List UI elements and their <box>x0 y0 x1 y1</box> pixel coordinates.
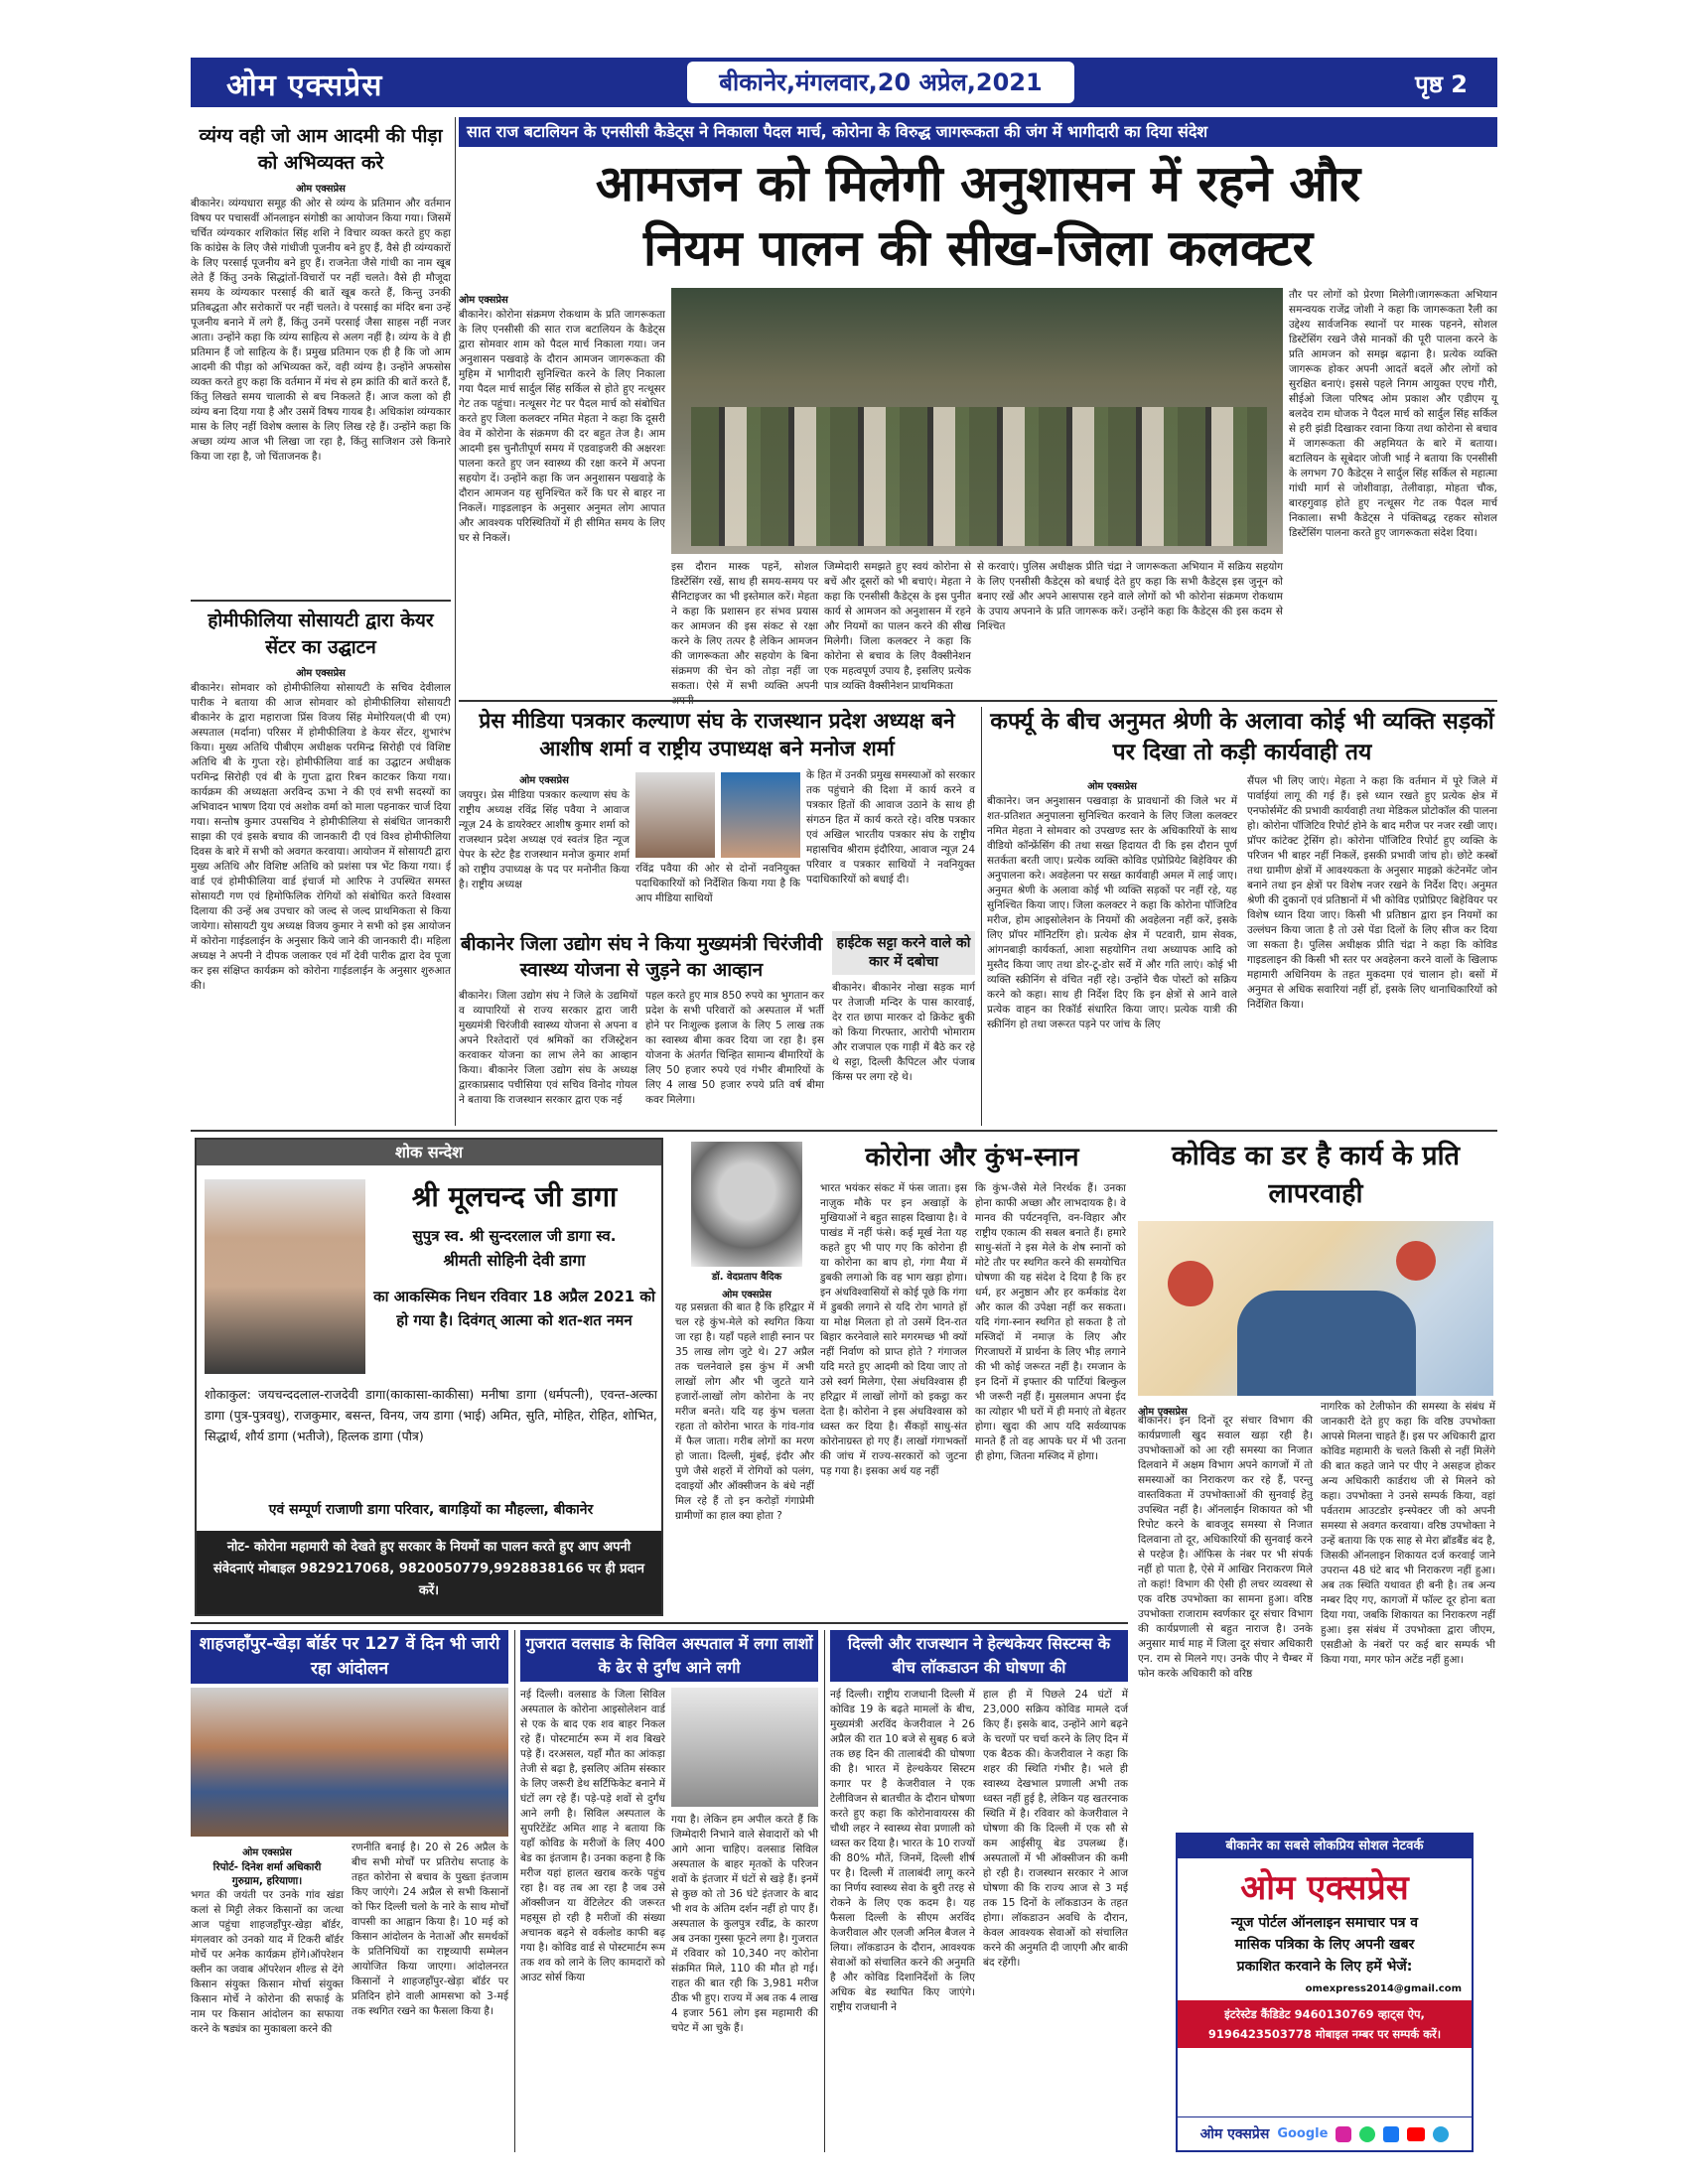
udyog-body-2: पहल करते हुए मात्र 850 रुपये का भुगतान कर प्रदेश के सभी परिवारों को अस्पताल में भर्ती होने पर निःशुल्क इलाज के लिए 5 लाख तक का स्वास्थ्य बीमा कवर दिया जा रहा है। इस योजना के अंतर्गत चिन्हित सामान्य बीमारियों के लिए 50 हजार रुपये एवं गंभीर बीमारियों के लिए 4 लाख 50 हजार रुपये प्रति वर्ष बीमा कवर मिलेगा। <box>645 990 824 1106</box>
lead-col-3 <box>824 560 971 693</box>
press-story <box>459 707 975 925</box>
condolence-box <box>195 1138 663 1616</box>
covid-story <box>1134 1138 1497 1680</box>
divider <box>191 600 451 602</box>
condolence-message: का आकस्मिक निधन रविवार 18 अप्रैल 2021 को हो गया है। दिवंगत् आत्मा को शत-शत नमन <box>373 1288 655 1329</box>
lead-col-4 <box>977 560 1283 693</box>
byline: ओम एक्सप्रेस <box>722 1290 772 1300</box>
kumbh-body-2: भारत भयंकर संकट में फंस जाता। इस नाज़ुक मौके पर इन अखाड़ों के मुखियाओं ने बहुत साहस दिखाया है। वे पाखंड में नहीं फंसे। कई मूर्ख नेता यह कहते हुए भी पाए गए कि कोरोना ही या कोरोना का बाप हो, गंगा मैया में डुबकी लगाओ कि वह भाग खड़ा होगा। इन अंधविश्वासियों से कोई पूछे कि गंगा में डुबकी लगाने से यदि रोग भागते हों या मोक्ष मिलता हो तो उसमें दिन-रात बिहार करनेवाले सारे मगरमच्छ भी क्यों नहीं निर्वाण को प्राप्त होते ? गंगाजल यदि मरते हुए आदमी को दिया जाए तो उसे स्वर्ग मिलेगा, ऐसा अंधविश्वास ही हरिद्वार में लाखों लोगों को इकट्ठा कर देता है। कोरोना ने इस अंधविश्वास को ध्वस्त कर दिया है। सैंकड़ों साधु-संत कोरोनाग्रस्त हो गए हैं। लाखों गंगाभक्तों की जांच में राज्य-सरकारों को जुटना पड़ गया है। इसका अर्थ यह नहीं <box>820 1182 967 1477</box>
byline: ओम एक्सप्रेस <box>1087 781 1137 792</box>
lead-body-1: बीकानेर। कोरोना संक्रमण रोकथाम के प्रति जागरूकता के लिए एनसीसी की सात राज बटालियन के कैडेट्स द्वारा सोमवार शाम को पैदल मार्च निकाला गया। जन अनुशासन पखवाड़े के दौरान आमजन जागरूकता की मुहिम में भागीदारी सुनिश्चित करने के लिए निकाला गया पैदल मार्च सार्दुल सिंह सर्किल से होते हुए नत्थूसर गेट तक पहुंचा। नत्थूसर गेट पर पैदल मार्च को संबोधित करते हुए जिला कलक्टर नमित मेहता ने कहा कि दूसरी वेव में कोरोना के संक्रमण की दर बहुत तेज है। आम आदमी इस चुनौतीपूर्ण समय में एडवाइजरी की अक्षरशः पालना करते हुए जन स्वास्थ्य की रक्षा करने में अपना सहयोग दें। उन्होंने कहा कि जन अनुशासन पखवाड़े के दौरान आमजन यह सुनिश्चित करें कि घर से बाहर ना निकलें। गाइडलाइन के अनुसार अनुमत लोग आपात और आवश्यक परिस्थितियों में ही सीमित समय के लिए घर से निकलें। <box>459 309 665 544</box>
ad-footer <box>1178 2116 1472 2150</box>
byline: ओम एक्सप्रेस <box>296 184 346 195</box>
delhi-body-2: हाल ही में पिछले 24 घंटों में 23,000 सक्रिय कोविड मामले दर्ज किए हैं। इसके बाद, उन्होंने आगे बढ़ने के चरणों पर चर्चा करने के लिए दिन में एक बैठक की। केजरीवाल ने कहा कि शहर की स्थिति गंभीर है। भले ही स्वास्थ्य देखभाल प्रणाली अभी तक ध्वस्त नहीं हुई है, लेकिन यह खतरनाक स्थिति में है। रविवार को केजरीवाल ने घोषणा की कि दिल्ली में एक सौ से कम आईसीयू बेड उपलब्ध हैं। अस्पतालों में भी ऑक्सीजन की कमी हो रही है। राजस्थान सरकार ने आज घोषणा की कि राज्य आज से 3 मई तक 15 दिनों के लॉकडाउन के तहत होगा। लॉकडाउन अवधि के दौरान, केवल आवश्यक सेवाओं को संचालित करने की अनुमति दी जाएगी और बाकी बंद रहेंगी। <box>983 1689 1128 1969</box>
column-divider <box>455 117 456 1126</box>
press-col-1 <box>459 768 630 925</box>
lead-col-1 <box>459 288 665 693</box>
article-homeophilia <box>191 608 451 1138</box>
newspaper-name: ओम एक्सप्रेस <box>226 68 383 103</box>
kumbh-story <box>671 1138 1126 1616</box>
divider <box>191 1130 1497 1132</box>
shah-headline: शाहजहाँपुर-खेड़ा बॉर्डर पर 127 वें दिन भी जारी रहा आंदोलन <box>191 1630 508 1684</box>
protest-photo <box>191 1688 508 1837</box>
ad-contact-line-1: इंटरेस्टेड कैंडिडेट 9460130769 व्हाट्स ऐप, <box>1224 2007 1425 2021</box>
byline: ओम एक्सप्रेस <box>1138 1407 1188 1418</box>
shah-place: गुरुग्राम, हरियाणा। <box>231 1875 303 1887</box>
ad-email[interactable]: omexpress2014@gmail.com <box>1305 1983 1462 1994</box>
headline-homeophilia: होमीफीलिया सोसायटी द्वारा केयर सेंटर का उद्घाटन <box>208 610 434 658</box>
portrait-photo-1 <box>635 772 715 858</box>
hitech-headline: हाईटेक सट्टा करने वाले को कार में दबोचा <box>832 931 975 975</box>
dateline: बीकानेर,मंगलवार,20 अप्रेल,2021 <box>687 62 1074 103</box>
condolence-title: शोक सन्देश <box>197 1140 661 1165</box>
press-body-2: के हित में उनकी प्रमुख समस्याओं को सरकार तक पहुंचाने की दिशा में कार्य करने व पत्रकार हितों की आवाज उठाने के साथ ही संगठन हित में कार्य करते रहे। वरिष्ठ पत्रकार एवं अखिल भारतीय पत्रकार संघ के राष्ट्रीय महासचिव श्रीराम इंदौरिया, आवाज न्यूज़ 24 परिवार व पत्रकार साथियों ने नवनियुक्त पदाधिकारियों को बधाई दी। <box>806 769 975 886</box>
condolence-family: एवं सम्पूर्ण राजाणी डागा परिवार, बागड़ियों का मौहल्ला, बीकानेर <box>268 1502 594 1518</box>
ad-tagline-2: मासिक पत्रिका के लिए अपनी खबर <box>1234 1937 1415 1953</box>
instagram-icon <box>1336 2126 1351 2142</box>
author-photo <box>691 1142 802 1267</box>
udyog-story <box>459 931 824 1126</box>
divider <box>459 700 1497 702</box>
divider <box>191 1622 1128 1624</box>
lead-body-5: तौर पर लोगों को प्रेरणा मिलेगी।जागरूकता अभियान समन्वयक राजेंद्र जोशी ने कहा कि जागरूकता रैली का उद्देश्य सार्वजनिक स्थानों पर मास्क पहनने, सोशल डिस्टेंसिंग रखने जैसे मानकों की पूरी पालना करने के प्रति आमजन को समझ बढ़ाना है। प्रत्येक व्यक्ति जागरूक होकर अपनी आदतें बदलें और लोगों को सुरक्षित बनाएं। इससे पहले निगम आयुक्त एएच गौरी, सीईओ जिला परिषद ओम प्रकाश और एडीएम यू बलदेव राम धोजक ने पैदल मार्च को सार्दुल सिंह सर्किल से हरी झंडी दिखाकर रवाना किया तथा कोरोना से बचाव में जागरूकता की अहमियत के बारे में बताया। बटालियन के सूबेदार जोजी भाई ने बताया कि एनसीसी के लगभग 70 कैडेट्स ने सार्दुल सिंह सर्किल से महात्मा गांधी मार्ग से जोशीवाड़ा, तेलीवाड़ा, मोहता चौक, बारहगुवाड़ होते हुए नत्थूसर गेट तक पैदल मार्च निकाला। सभी कैडेट्स ने पंक्तिबद्ध रहकर सोशल डिस्टेंसिंग पालना करते हुए जागरूकता संदेश दिया। <box>1289 289 1497 539</box>
condolence-sub-2: श्रीमती सोहिनी देवी डागा <box>443 1251 586 1270</box>
facebook-icon <box>1383 2126 1399 2142</box>
column-divider <box>824 1630 825 2152</box>
ad-tagline-3: प्रकाशित करवाने के लिए हमें भेजें: <box>1236 1959 1413 1975</box>
curfew-headline: कर्फ्यू के बीच अनुमत श्रेणी के अलावा कोई भी व्यक्ति सड़कों पर दिखा तो कड़ी कार्यवाही तय <box>990 709 1494 765</box>
left-column <box>191 117 451 1126</box>
udyog-body-1: बीकानेर। जिला उद्योग संघ ने जिले के उद्यमियों व व्यापारियों से राज्य सरकार द्वारा जारी मुख्यमंत्री चिरंजीवी स्वास्थ्य योजना से अपना व अपने रिश्तेदारों एवं श्रमिकों का रजिस्ट्रेशन करवाकर योजना का लाभ लेने का आव्हान किया। बीकानेर जिला उद्योग संघ के अध्यक्ष द्वारकाप्रसाद पचीसिया एवं सचिव विनोद गोयल ने बताया कि राजस्थान सरकार द्वारा एक नई <box>459 990 637 1106</box>
shah-body-1: भगत की जयंती पर उनके गांव खंडा कलां से मिट्टी लेकर किसानों का जत्था आज पहुंचा शाहजहाँपुर-खेड़ा बॉर्डर, मंगलवार को उनको याद में टिकरी बॉर्डर मोर्चे पर अनेक कार्यक्रम होंगे।ऑपरेशन क्लीन का जवाब ऑपरेशन शील्ड से देंगे किसान संयुक्त किसान मोर्चा संयुक्त किसान मोर्चे ने कोरोना की सफाई के नाम पर किसान आंदोलन का सफाया करने के षड्यंत्र का मुकाबला करने की <box>191 1889 344 2035</box>
column-divider <box>514 1630 515 2152</box>
deceased-name: श्री मूलचन्द जी डागा <box>411 1180 618 1213</box>
curfew-col-1 <box>987 774 1237 1126</box>
curfew-body-1: बीकानेर। जन अनुशासन पखवाड़ा के प्रावधानों की जिले भर में शत-प्रतिशत अनुपालना सुनिश्चित करवाने के लिए जिला कलक्टर नमित मेहता ने सोमवार को उपखण्ड स्तर के अधिकारियों के साथ वीडियो कॉन्फ्रेंसिंग की तथा सख्त हिदायत दी कि इस दौरान पूर्ण सतर्कता बरती जाए। प्रत्येक व्यक्ति कोविड एप्रोप्रियेट बिहेवियर की अनुपालना करे। अवहेलना पर सख्त कार्यवाही अमल में लाई जाए। अनुमत श्रेणी के अलावा कोई भी व्यक्ति सड़कों पर नहीं रहे, यह सुनिश्चित किया जाए। जिला कलक्टर ने कहा कि कोरोना पॉजिटिव मरीज, होम आइसोलेशन के नियमों की अवहेलना नहीं करें, इसके लिए प्रॉपर मॉनिटरिंग हो। प्रत्येक क्षेत्र में पटवारी, ग्राम सेवक, आंगनबाड़ी कार्यकर्ता, आशा सहयोगिन तथा अध्यापक आदि को मुस्तैद किया जाए तथा डोर-टू-डोर सर्वे में और गति लाएं। कोई भी व्यक्ति स्क्रीनिंग से वंचित नहीं रहे। उन्होंने चैक पोस्टों को सक्रिय करने को कहा। साथ ही निर्देश दिए कि इन क्षेत्रों से आने वाले प्रत्येक वाहन का रिकॉर्ड संधारित किया जाए। प्रत्येक यात्री की स्क्रीनिंग हो तथा जरूरत पड़ने पर जांच के लिए <box>987 795 1237 1030</box>
ad-name: ओम एक्सप्रेस <box>1240 1868 1409 1908</box>
condolence-sub-1: सुपुत्र स्व. श्री सुन्दरलाल जी डागा स्व. <box>412 1227 617 1245</box>
column-divider <box>981 707 982 1126</box>
deceased-photo <box>205 1179 365 1374</box>
telegram-icon <box>1433 2126 1449 2142</box>
lead-body-4: से करवाएं। पुलिस अधीक्षक प्रीति चंद्रा ने जागरूकता अभियान में सक्रिय सहयोग के लिए एनसीसी कैडेट्स को बधाई देते हुए कहा कि सभी कैडेट्स इस जुनून को बनाए रखें और अपने आसपास रहने वाले लोगों को भी कोरोना संक्रमण रोकथाम के उपाय अपनाने के प्रति जागरूक करें। उन्होंने कहा कि कैडेट्स की इस कदम से निश्चित <box>977 561 1283 632</box>
ad-footer-name: ओम एक्सप्रेस <box>1199 2126 1270 2142</box>
gujarat-story <box>520 1630 818 2152</box>
lead-body-3: जिम्मेदारी समझते हुए स्वयं कोरोना से बचें और दूसरों को भी बचाएं। मेहता ने कहा कि एनसीसी कैडेट्स के इस पुनीत कार्य से आमजन को अनुशासन में रहने और नियमों का पालन करने की सीख मिलेगी। जिला कलक्टर ने कहा कि कोरोना से बचाव के लिए वैक्सीनेशन एक महत्वपूर्ण उपाय है, इसलिए प्रत्येक पात्र व्यक्ति वैक्सीनेशन प्राथमिकता <box>824 561 971 692</box>
ad-contact-line-2: 9196423503778 मोबाइल नम्बर पर सम्पर्क करें। <box>1207 2027 1442 2041</box>
lead-body-2: इस दौरान मास्क पहनें, सोशल डिस्टेंसिंग रखें, साथ ही समय-समय पर सैनिटाइजर का भी इस्तेमाल करें। मेहता ने कहा कि प्रशासन हर संभव प्रयास कर आमजन की इस संकट से रक्षा करने के लिए तत्पर है लेकिन आमजन की जागरूकता और सहयोग के बिना संक्रमण की चेन को तोड़ा नहीं जा सकता। ऐसे में सभी व्यक्ति अपनी <box>671 561 818 692</box>
lead-headline-line1: आमजन को मिलेगी अनुशासन में रहने और <box>595 155 1361 212</box>
press-col-2 <box>806 768 975 925</box>
shahjahanpur-story <box>191 1630 508 2152</box>
body-homeophilia: बीकानेर। सोमवार को होमीफीलिया सोसायटी के सचिव देवीलाल पारीक ने बताया की आज सोमवार को होमीफीलिया सोसायटी बीकानेर के द्वारा महाराजा प्रिंस विजय सिंह मेमोरियल(पी बी एम) अस्पताल (मर्दाना) परिसर में होमीफीलिया डे केयर सेंटर, शुभारंभ किया। मुख्य अतिथि पीबीएम अधीक्षक परमिन्द्र सिरोही एवं विशिष्ट अतिथि बी के गुप्ता रहे। होमीफीलिया वार्ड का उद्घाटन अधीक्षक परमिन्द्र सिरोही एवं बी के गुप्ता द्वारा रिबन काटकर किया गया। कार्यक्रम की अध्यक्षता अरविन्द ऊभा ने की एवं सभी सदस्यों का अभिवादन भाषण दिया एवं अशोक वर्मा को माला पहनाकर चार्ज दिया गया। सन्तोष कुमार उपसचिव ने होमीफीलिया से संबंधित जानकारी साझा की एवं इसके बचाव की जानकारी दी एवं विश्व होमीफीलिया दिवस के बारे में सभी को अवगत करवाया। आयोजन में सोसायटी द्वारा मुख्य अतिथि और विशिष्ट अतिथि को प्रशंसा पत्र भेंट किया गया। ई वार्ड एवं होमीफीलिया वार्ड इंचार्ज मो आरिफ ने उपस्थित समस्त सोसायटी गण एवं हिमोफिलिक रोगियों को संबोधित करते विश्वास दिलाया की उन्हें अब उपचार को जल्द से जल्द प्राथमिकता से किया जायेगा। सोसायटी युथ अध्यक्ष विजय कुमार ने सभी को इस आयोजन में कोरोना गाईडलाईन के अनुसार किये जाने की जानकारी दी। महिला अध्यक्ष ने अपनी ने दीपक जलाकर एवं माँ देवी पारीक द्वारा देव पूजा कर इस संक्षिप्त कार्यक्रम को कोरोना गाईडलाईन के अनुसार शुरुआत की। <box>191 682 451 992</box>
hitech-story <box>832 931 975 1126</box>
covid-body-1: बीकानेर। इन दिनों दूर संचार विभाग की कार्यप्रणाली खुद सवाल खड़ा रही है। उपभोक्ताओं को आ रही समस्या का निजात दिलवाने में अक्षम विभाग अपने कागजों में तो समस्याओं का निराकरण कर रहे हैं, परन्तु वास्तविकता में उपभोक्ताओं की सुनवाई हेतु उपस्थित नहीं है। ऑनलाईन शिकायत को भी रिपोट करने के बावजूद समस्या से निजात दिलवाना तो दूर, अधिकारियों की सुनवाई करने से परहेज है। ऑफिस के नंबर पर भी संपर्क नहीं हो पाता है, ऐसे में आखिर निराकरण मिले तो कहां! विभाग की ऐसी ही लचर व्यवस्था से एक वरिष्ठ उपभोक्ता का सामना हुआ। वरिष्ठ उपभोक्ता राजाराम स्वर्णकार दूर संचार विभाग की कार्यप्रणाली से बहुत नाराज है। उनके अनुसार मार्च माह में जिला दूर संचार अधिकारी एन. राम से मिलने गए। उनके पीए ने चैम्बर में फोन करके अधिकारी को वरिष्ठ <box>1138 1415 1313 1680</box>
covid-illustration <box>1138 1221 1493 1396</box>
curfew-story <box>987 707 1497 1126</box>
ad-tagline-1: न्यूज पोर्टल ऑनलाइन समाचार पत्र व <box>1230 1915 1419 1931</box>
page-number: पृष्ठ 2 <box>1415 70 1468 98</box>
headline-vyangya: व्यंग्य वही जो आम आदमी की पीड़ा को अभिव्यक्त करे <box>199 125 443 174</box>
body-vyangya: बीकानेर। व्यंग्यधारा समूह की ओर से व्यंग्य के प्रतिमान और वर्तमान विषय पर पचासवीं ऑनलाइन संगोष्ठी का आयोजन किया गया। जिसमें चर्चित व्यंग्यकार शशिकांत सिंह शशि ने विचार व्यक्त करते हुए कहा कि कांग्रेस के लिए जैसे गांधीजी पूजनीय बने हुए हैं, वैसे ही व्यंग्यकारों के लिए परसाई पूजनीय बने हुए हैं। राजनेता जैसे गांधी का नाम खूब लेते हैं किंतु उनके सिद्धांतों-विचारों पर नहीं चलते। वैसे ही मौजूदा समय के व्यंग्यकार परसाई की बातें खूब करते हैं, किन्तु उनकी प्रतिबद्धता और सरोकारों पर नहीं चलते। वे परसाई का मंदिर बना उन्हें पूजनीय बनाने में लगे हैं, किंतु उनमें परसाई जैसा साहस नहीं नजर आता। उन्होंने कहा कि व्यंग्य साहित्य से अलग नहीं है। व्यंग्य के वे ही प्रतिमान हैं जो साहित्य के हैं। प्रमुख प्रतिमान एक ही है कि जो आम आदमी की पीड़ा को अभिव्यक्त करें, वही व्यंग्य है। उन्होंने अफसोस व्यक्त करते हुए कहा कि वर्तमान में मंच से हम क्रांति की बातें करते हैं, किंतु लिखते समय चालाकी से बच निकलते हैं। आज कला को ही व्यंग्य बना दिया गया है और उसमें विषय गायब है। अधिकांश व्यंग्यकार मास के लिए नहीं विशेष क्लास के लिए लिख रहे हैं। उन्होंने कहा कि अच्छा व्यंग्य आज भी लिखा जा रहा है, किंतु साजिशन उसे किनारे किया जा रहा है, जो चिंताजनक है। <box>191 198 451 463</box>
byline: ओम एक्सप्रेस <box>519 775 569 786</box>
ncc-march-photo <box>671 288 1283 554</box>
hospital-photo <box>671 1688 818 1807</box>
byline: ओम एक्सप्रेस <box>459 295 508 306</box>
curfew-col-2 <box>1247 774 1497 1126</box>
covid-headline: कोविड का डर है कार्य के प्रति लापरवाही <box>1171 1141 1460 1209</box>
lead-headline-line2: नियम पालन की सीख-जिला कलक्टर <box>642 219 1314 277</box>
delhi-headline: दिल्ली और राजस्थान ने हेल्थकेयर सिस्टम्स के बीच लॉकडाउन की घोषणा की <box>830 1630 1128 1682</box>
gujarat-body-2: गया है। लेकिन हम अपील करते हैं कि जिम्मेदारी निभाने वाले सेवादारों को भी आगे आना चाहिए। वलसाड सिविल अस्पताल के बाहर मृतकों के परिजन शवों के इंतजार में घंटों से खड़े हैं। इनमें से कुछ को तो 36 घंटे इंतजार के बाद भी शव के अंतिम दर्शन नहीं हो पाए हैं। अस्पताल के कुलपुत्र रवींद्र, के कारण अब उनका गुस्सा फूटने लगा है। गुजरात में रविवार को 10,340 नए कोरोना संक्रमित मिले, 110 की मौत हो गई। राहत की बात रही कि 3,981 मरीज ठीक भी हुए। राज्य में अब तक 4 लाख 4 हजार 561 लोग इस महामारी की चपेट में आ चुके हैं। <box>671 1814 818 2034</box>
curfew-body-2: सैंपल भी लिए जाएं। मेहता ने कहा कि वर्तमान में पूरे जिले में पार्वाईयां लागू की गई हैं। इसे ध्यान रखते हुए प्रत्येक क्षेत्र में एनफोर्समेंट की प्रभावी कार्यवाही तथा मेडिकल प्रोटोकॉल की पालना हो। कोरोना पॉजिटिव रिपोर्ट होने के बाद मरीज पर नजर रखी जाए। प्रॉपर कांटेक्ट ट्रेसिंग हो। कोरोना पॉजिटिव रिपोर्ट हुए व्यक्ति के परिजन भी बाहर नहीं निकलें, इसकी प्रभावी जांच हो। छोटे कस्बों तथा ग्रामीण क्षेत्रों में आवश्यकता के अनुसार माइक्रो कंटेनमेंट जोन बनाने तथा इन क्षेत्रों पर विशेष नजर रखने के निर्देश दिए। अनुमत श्रेणी की दुकानों एवं प्रतिष्ठानों में भी कोविड एप्रोप्रिएट बिहेवियर पर विशेष ध्यान दिया जाए। किसी भी प्रतिष्ठान द्वारा इन नियमों का उल्लंघन किया जाता है तो उसे पेंडा दिलों के लिए सीज कर दिया जा सकता है। पुलिस अधीक्षक प्रीति चंद्रा ने कहा कि कोविड गाइडलाइन की किसी भी स्तर पर अवहेलना करने वालों के खिलाफ महामारी अधिनियम के तहत मुकदमा एवं चालान हो। बसों में अनुमत से अधिक सवारियां नहीं हों, इसके लिए थानाधिकारियों को निर्देशित किया। <box>1247 775 1497 1011</box>
delhi-story <box>830 1630 1128 2152</box>
kumbh-body-3: कि कुंभ-जैसे मेले निरर्थक हैं। उनका होना काफी अच्छा और लाभदायक है। वे मानव की पर्यटनवृत्ति, वन-विहार और राष्ट्रीय एकात्म की सबल बनाते हैं। हमारे साधु-संतों ने इस मेले के शेष स्नानों को मोटे तौर पर स्थगित करने की समयोचित घोषणा की यह संदेश दे दिया है कि हर धर्म, हर अनुष्ठान और हर कर्मकांड देश और काल की उपेक्षा नहीं कर सकता। यदि गंगा-स्नान स्थगित हो सकता है तो मस्जिदों में नमाज़ के लिए और गिरजाघरों में प्रार्थना के लिए भीड़ लगाने की भी कोई जरूरत नहीं है। रमजान के इन दिनों में इफ्तार की पार्टियां बिल्कुल भी जरूरी नहीं हैं। मुसलमान अपना ईद का त्योहार भी घरों में ही मनाएं तो बेहतर होगा। खुदा की आप यदि सर्वव्यापक मानते हैं तो वह आपके घर में भी उतना ही होगा, जितना मस्जिद में होगा। <box>975 1182 1126 1462</box>
shah-reporter: रिपोर्ट- दिनेश शर्मा अधिकारी <box>212 1861 322 1873</box>
byline: ओम एक्सप्रेस <box>296 668 346 679</box>
google-logo: Google <box>1277 2126 1329 2141</box>
press-body-1: जयपुर। प्रेस मीडिया पत्रकार कल्याण संघ के राष्ट्रीय अध्यक्ष रविंद्र सिंह पवैया ने आवाज न्यूज़ 24 के डायरेक्टर आशीष कुमार शर्मा को राजस्थान प्रदेश अध्यक्ष एवं स्वतंत्र हित न्यूज पेपर के स्टेट हैड राजस्थान मनोज कुमार शर्मा को राष्ट्रीय उपाध्यक्ष के पद पर मनोनीत किया है। राष्ट्रीय अध्यक्ष <box>459 789 630 890</box>
udyog-headline: बीकानेर जिला उद्योग संघ ने किया मुख्यमंत्री चिरंजीवी स्वास्थ्य योजना से जुड़ने का आव्हान <box>460 933 823 981</box>
gujarat-body-1: नई दिल्ली। वलसाड के जिला सिविल अस्पताल के कोरोना आइसोलेशन वार्ड से एक के बाद एक शव बाहर निकल रहे हैं। पोस्टमार्टम रूम में शव बिखरे पड़े हैं। दरअसल, यहाँ मौत का आंकड़ा तेजी से बढ़ा है, इसलिए अंतिम संस्कार के लिए जरूरी डेथ सर्टिफिकेट बनाने में घंटों लग रहे हैं। पड़े-पड़े शवों से दुर्गंध आने लगी है। सिविल अस्पताल के सुपरिटेंडेंट अमित शाह ने बताया कि यहाँ कोविड के मरीजों के लिए 400 बेड का इंतजाम है। उनका कहना है कि मरीज यहां हालत खराब करके पहुंच रहा है। वह तब आ रहा है जब उसे ऑक्सीजन या वेंटिलेटर की जरूरत महसूस हो रही है मरीजों की संख्या अचानक बढ़ने से वर्कलोड काफी बढ़ गया है। कोविड वार्ड से पोस्टमार्टम रूम तक शव को लाने के लिए कामदारों को आउट सोर्स किया <box>520 1689 665 1983</box>
lead-story <box>459 117 1497 693</box>
lead-kicker: सात राज बटालियन के एनसीसी कैडेट्स ने निकाला पैदल मार्च, कोरोना के विरुद्ध जागरूकता की जंग में भागीदारी का दिया संदेश <box>459 117 1497 147</box>
press-headline: प्रेस मीडिया पत्रकार कल्याण संघ के राजस्थान प्रदेश अध्यक्ष बने आशीष शर्मा व राष्ट्रीय उपाध्यक्ष बने मनोज शर्मा <box>479 709 955 760</box>
masthead <box>191 58 1497 107</box>
byline: ओम एक्सप्रेस <box>242 1847 292 1858</box>
condolence-note: नोट- कोरोना महामारी को देखते हुए सरकार के नियमों का पालन करते हुए आप अपनी संवेदनाएं मोबाइल 9829217068, 9820050779,9928838166 पर ही प्रदान करें। <box>197 1531 661 1614</box>
article-vyangya <box>191 123 451 594</box>
kumbh-body-1: यह प्रसन्नता की बात है कि हरिद्वार में चल रहे कुंभ-मेले को स्थगित किया जा रहा है। यहाँ पहले शाही स्नान पर 35 लाख लोग जुटे थे। 27 अप्रैल तक चलनेवाले इस कुंभ में अभी लाखों लोग और भी जुटते याने हजारों-लाखों लोग कोरोना के नए मरीज बनते। यदि यह कुंभ चलता रहता तो कोरोना भारत के गांव-गांव में फैल जाता। गरीब लोगों का मरण हो जाता। दिल्ली, मुंबई, इंदौर और पुणे जैसे शहरों में रोगियों को पलंग, दवाइयों और ऑक्सीजन के बंधे नहीं मिल रहे हैं तो इन करोड़ों गंगाप्रेमी ग्रामीणों का हाल क्या होता ? <box>675 1301 814 1522</box>
kumbh-headline: कोरोना और कुंभ-स्नान <box>865 1143 1079 1172</box>
youtube-icon <box>1407 2127 1425 2141</box>
ad-contact-box <box>1178 2000 1472 2048</box>
author-name: डॉ. वेदप्रताप वैदिक <box>711 1272 782 1283</box>
gujarat-headline: गुजरात वलसाड के सिविल अस्पताल में लगा लाशों के ढेर से दुर्गंध आने लगी <box>520 1630 818 1682</box>
hitech-body: बीकानेर। बीकानेर नोखा सड़क मार्ग पर तेजाजी मन्दिर के पास कारवाई, देर रात छापा मारकर दो क्रिकेट बुकी को किया गिरफ्तार, आरोपी भोमाराम और राजपाल एक गाड़ी में बैठे कर रहे थे सट्टा, दिल्ली कैपिटल और पंजाब किंग्स पर लगा रहे थे। <box>832 982 975 1083</box>
covid-body-2: नागरिक को टेलीफोन की समस्या के संबंध में जानकारी देते हुए कहा कि वरिष्ठ उपभोक्ता आपसे मिलना चाहते हैं। इस पर अधिकारी द्वारा कोविड महामारी के चलते किसी से नहीं मिलेंगे की बात कहते जाने पर पीए ने असहज होकर अन्य अधिकारी कार्डराथ जी से मिलने को कहा। उपभोक्ता ने उनसे सम्पर्क किया, वहां पर्वतराम आउटडोर इन्स्पेक्टर जी को अपनी समस्या से अवगत करवाया। वरिष्ठ उपभोक्ता ने उन्हें बताया कि एक साह से मेरा ब्रॉडबैंड बंद है, जिसकी ऑनलाइन शिकायत दर्ज करवाई जाने उपरान्त 48 घंटे बाद भी निराकरण नहीं हुआ। अब तक स्थिति यथावत ही बनी है। तब अन्य नम्बर दिए गए, कागजों में फॉल्ट दूर होना बता दिया गया, जबकि शिकायत का निराकरण नहीं हुआ। इस संबंध में उपभोक्ता द्वारा जीएम, एसडीओ के नंबरों पर कई बार सम्पर्क भी किया गया, मगर फोन अटेंड नहीं हुआ। <box>1321 1401 1495 1666</box>
press-photo-caption: रविंद्र पवैया की ओर से दोनों नवनियुक्त पदाधिकारियों को निर्देशित किया गया है कि आप मीडिया साथियों <box>635 863 800 904</box>
ad-top-banner: बीकानेर का सबसे लोकप्रिय सोशल नेटवर्क <box>1178 1835 1472 1858</box>
shah-body-2: रणनीति बनाई है। 20 से 26 अप्रैल के बीच सभी मोर्चों पर प्रतिरोध सप्ताह के तहत कोरोना से बचाव के पुख्ता इंतजाम किए जाएंगे। 24 अप्रैल से सभी किसानों को फिर दिल्ली चलो के नारे के साथ मोर्चों वापसी का आह्वान किया है। 10 मई को किसान आंदोलन के नेताओं और समर्थकों के प्रतिनिधियों का राष्ट्रव्यापी सम्मेलन आयोजित किया जाएगा। आंदोलनरत किसानों ने शाहजहाँपुर-खेड़ा बॉर्डर पर प्रतिदिन होने वाली आमसभा को 3-मई तक स्थगित रखने का फैसला किया है। <box>352 1842 508 2017</box>
whatsapp-icon <box>1359 2126 1375 2142</box>
lead-col-5 <box>1289 288 1497 693</box>
delhi-body-1: नई दिल्ली। राष्ट्रीय राजधानी दिल्ली में कोविड 19 के बढ़ते मामलों के बीच, मुख्यमंत्री अरविंद केजरीवाल ने 26 अप्रैल की रात 10 बजे से सुबह 6 बजे तक छह दिन की तालाबंदी की घोषणा की है। भारत में हेल्थकेयर सिस्टम कगार पर है केजरीवाल ने एक टेलीविजन से बातचीत के दौरान घोषणा करते हुए कहा कि कोरोनावायरस की चौथी लहर ने स्वास्थ्य सेवा प्रणाली को ध्वस्त कर दिया है। भारत के 10 राज्यों की 80% मौतें, जिनमें, दिल्ली शीर्ष पर है। दिल्ली में तालाबंदी लागू करने का निर्णय स्वास्थ्य सेवा के बुरी तरह से रोकने के लिए एक कदम है। यह फैसला दिल्ली के सीएम अरविंद केजरीवाल और एलजी अनिल बैजल ने लिया। लॉकडाउन के दौरान, आवश्यक सेवाओं को संचालित करने की अनुमति है और कोविड दिशानिर्देशों के लिए अधिक बेड स्थापित किए जाएंगे। राष्ट्रीय राजधानी ने <box>830 1689 975 2013</box>
condolence-mourners: शोकाकुल: जयचन्ददलाल-राजदेवी डागा(काकासा-काकीसा) मनीषा डागा (धर्मपत्नी), एवन्त-अल्का डागा (पुत्र-पुत्रवधु), राजकुमार, बसन्त, विनय, जय डागा (भाई) अमित, सुति, मोहित, रोहित, शोभित, सिद्धार्थ, शौर्य डागा (भतीजे), हित्लक डागा (पौत्र) <box>205 1387 657 1443</box>
shah-col-1 <box>191 1841 344 2152</box>
portrait-photo-2 <box>721 772 800 858</box>
om-express-ad <box>1176 1833 1474 2152</box>
lead-col-2 <box>671 560 818 693</box>
